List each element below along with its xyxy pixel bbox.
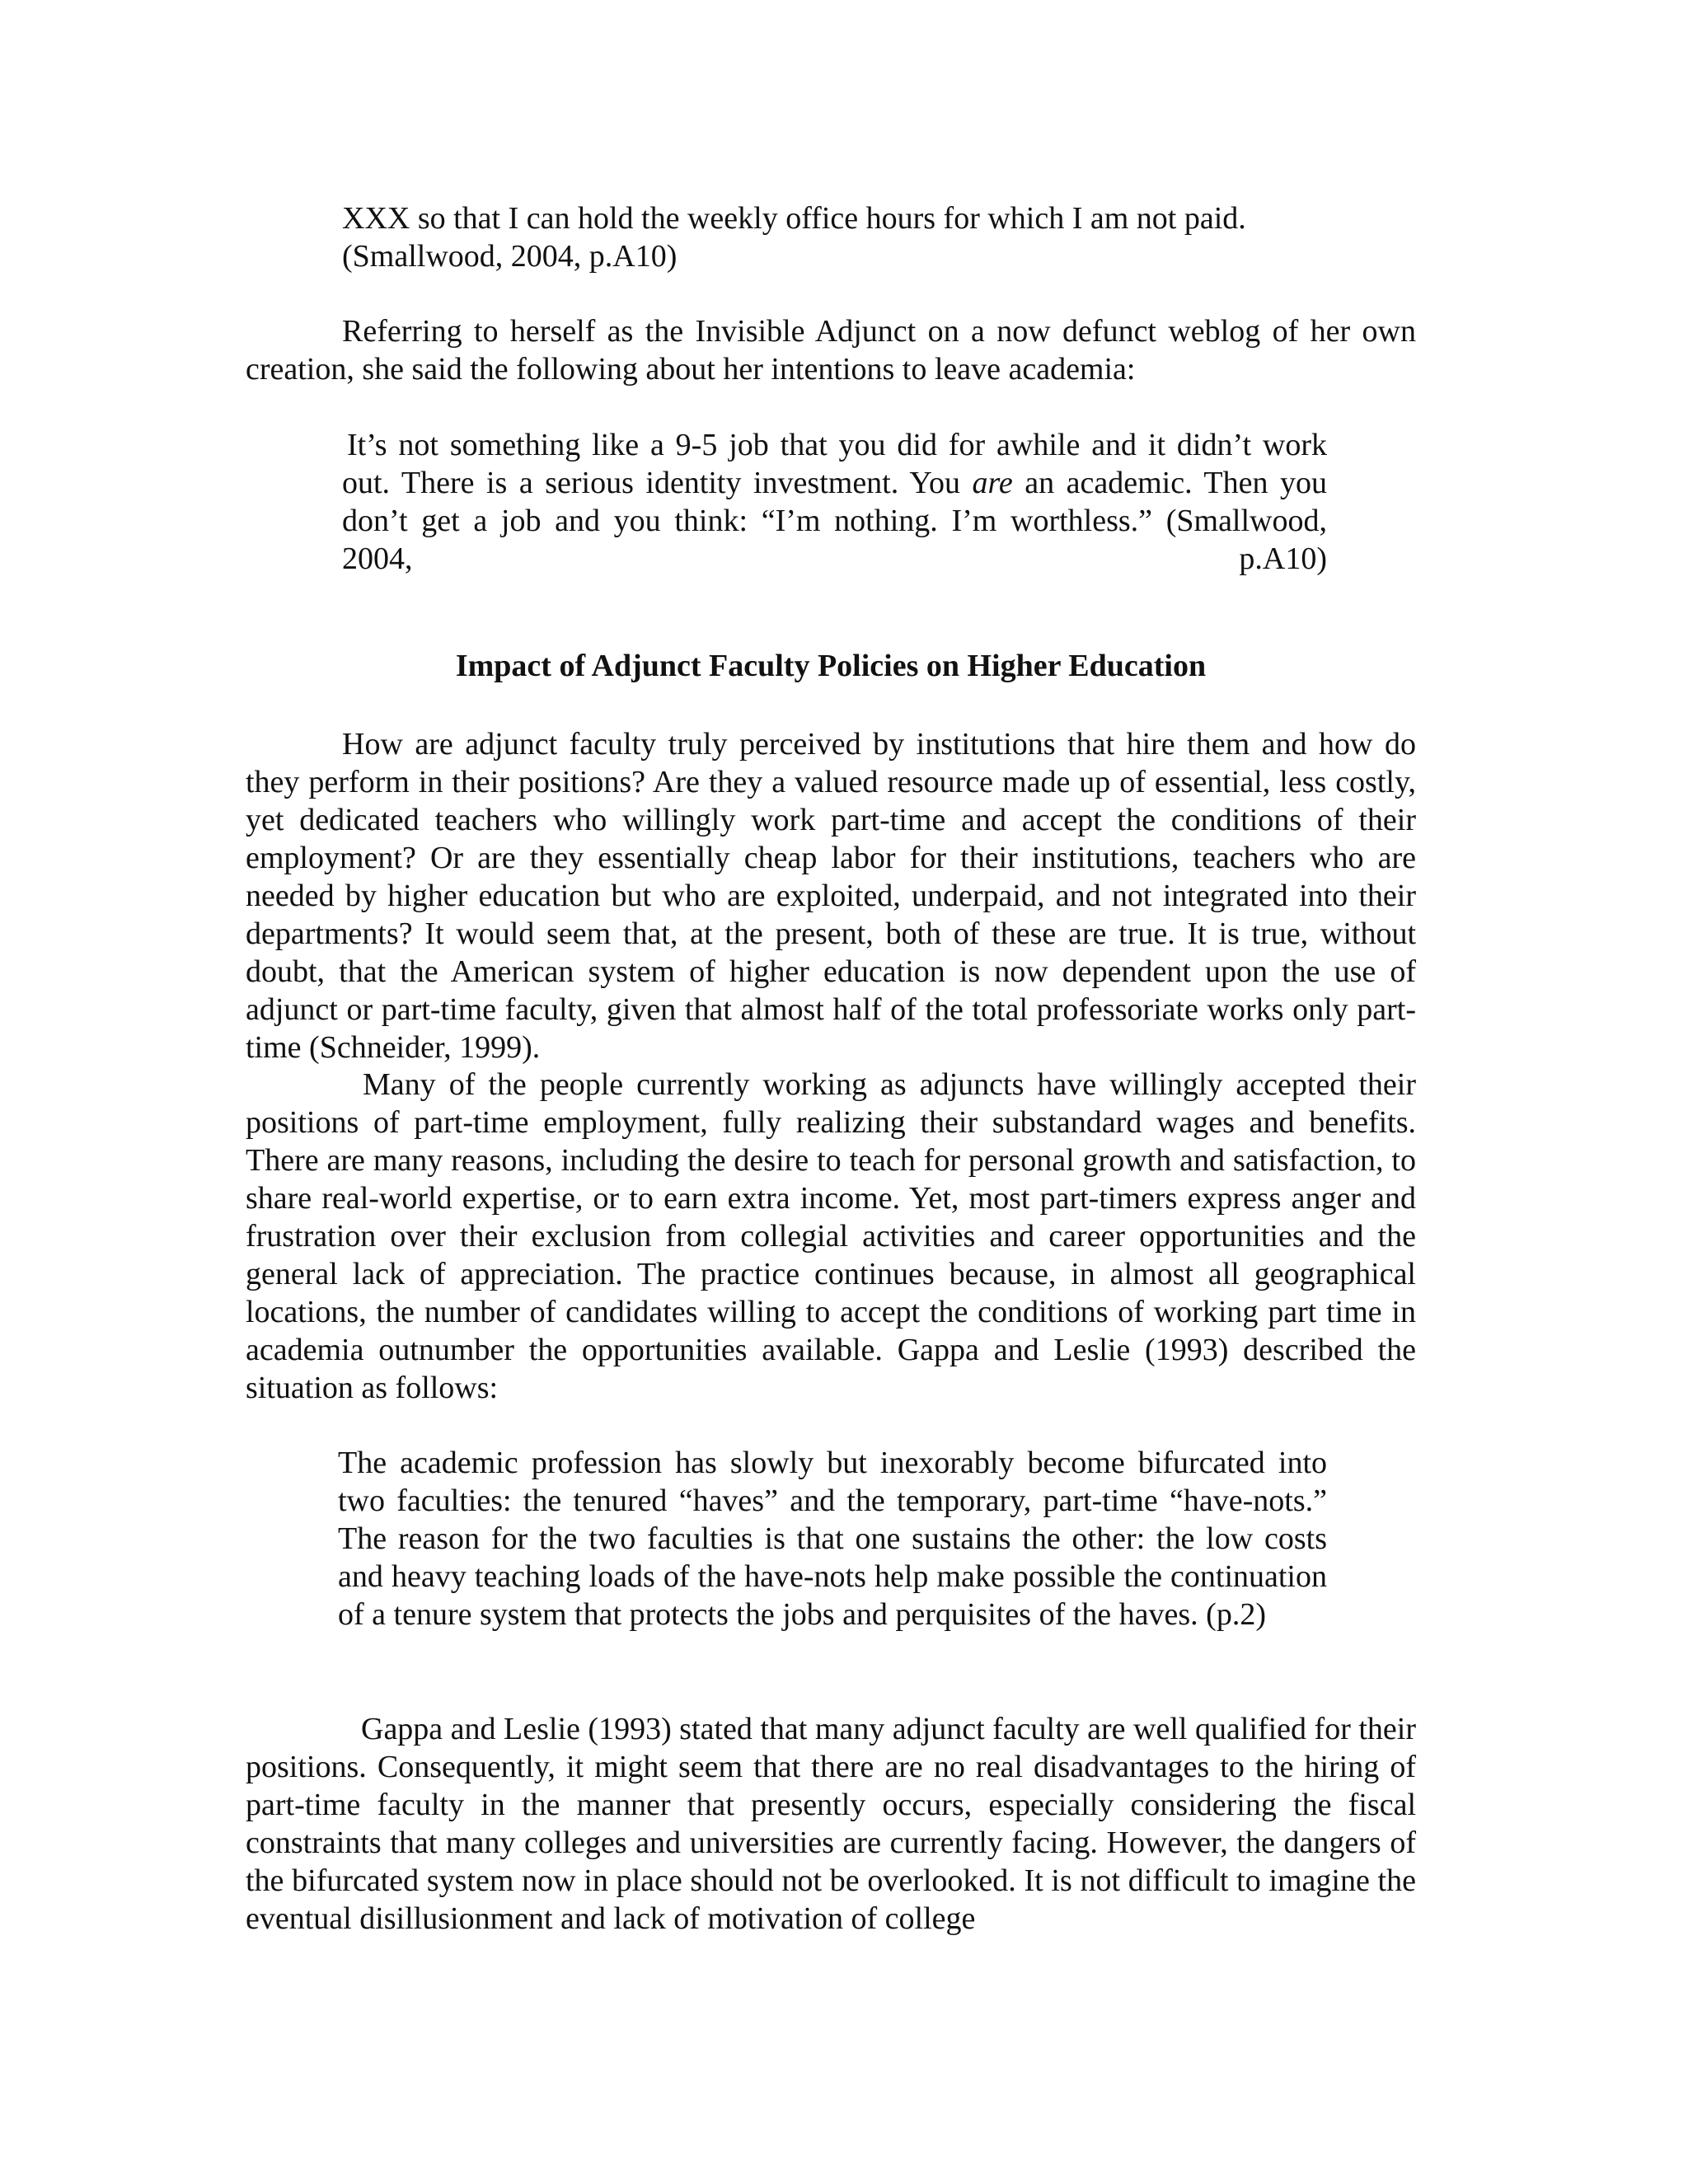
block-quote-office-hours (342, 199, 1327, 275)
paragraph-intro: Referring to herself as the Invisible Adjunct on a now defunct weblog of her own creation, she said the following about her intentions to leave academia: (246, 314, 1416, 387)
quote-text-before-italic: It’s not something like a 9-5 job that you did for awhile and it didn’t work out. There is a serious identity investment. You (342, 428, 1327, 500)
block-quote-identity (342, 426, 1327, 578)
quote-text-after-italic: an academic. Then you don’t get a job and you think: “I’m nothing. I’m worthless.” (Smallwood, 2004, p.A10) (342, 466, 1327, 576)
paragraph-qualified: Gappa and Leslie (1993) stated that many adjunct faculty are well qualified for their positions. Consequently, it might seem that there are no real disadvantages to the hiring of part-time faculty in the manner that presently occurs, especially considering the fiscal constraints that many colleges and universities are currently facing. However, the dangers of the bifurcated system now in place should not be overlooked. It is not difficult to imagine the eventual disillusionment and lack of motivation of college (246, 1712, 1416, 1936)
quote-line: XXX so that I can hold the weekly office hours for which I am not paid. (342, 201, 1246, 236)
paragraph-adjunct-reasons: Many of the people currently working as adjuncts have willingly accepted their positions of part-time employment, fully realizing their substandard wages and benefits. There are many reasons, including the desire to teach for personal growth and satisfaction, to share real-world expertise, or to earn extra income. Yet, most part-timers express anger and frustration over their exclusion from collegial activities and career opportunities and the general lack of appreciation. The practice continues because, in almost all geographical locations, the number of candidates willing to accept the conditions of working part time in academia outnumber the opportunities available. Gappa and Leslie (1993) described the situation as follows: (246, 1067, 1416, 1405)
quote-emphasis: are (972, 466, 1013, 500)
section-heading: Impact of Adjunct Faculty Policies on Higher Education (455, 649, 1207, 683)
paragraph-perception: How are adjunct faculty truly perceived by institutions that hire them and how do they perform in their positions? Are they a valued resource made up of essential, less costly, yet dedicated teachers who willingly work part-time and accept the conditions of their employment? Or are they essentially cheap labor for their institutions, teachers who are needed by higher education but who are exploited, underpaid, and not integrated into their departments? It would seem that, at the present, both of these are true. It is true, without doubt, that the American system of higher education is now dependent upon the use of adjunct or part-time faculty, given that almost half of the total professoriate works only part-time (Schneider, 1999). (246, 727, 1416, 1065)
block-quote-bifurcated: The academic profession has slowly but inexorably become bifurcated into two faculties: the tenured “haves” and the temporary, part-time “have-nots.” The reason for the two faculties is that one sustains the other: the low costs and heavy teaching loads of the have-nots help make possible the continuation of a tenure system that protects the jobs and perquisites of the haves. (p.2) (338, 1446, 1327, 1632)
quote-citation: (Smallwood, 2004, p.A10) (342, 239, 678, 274)
